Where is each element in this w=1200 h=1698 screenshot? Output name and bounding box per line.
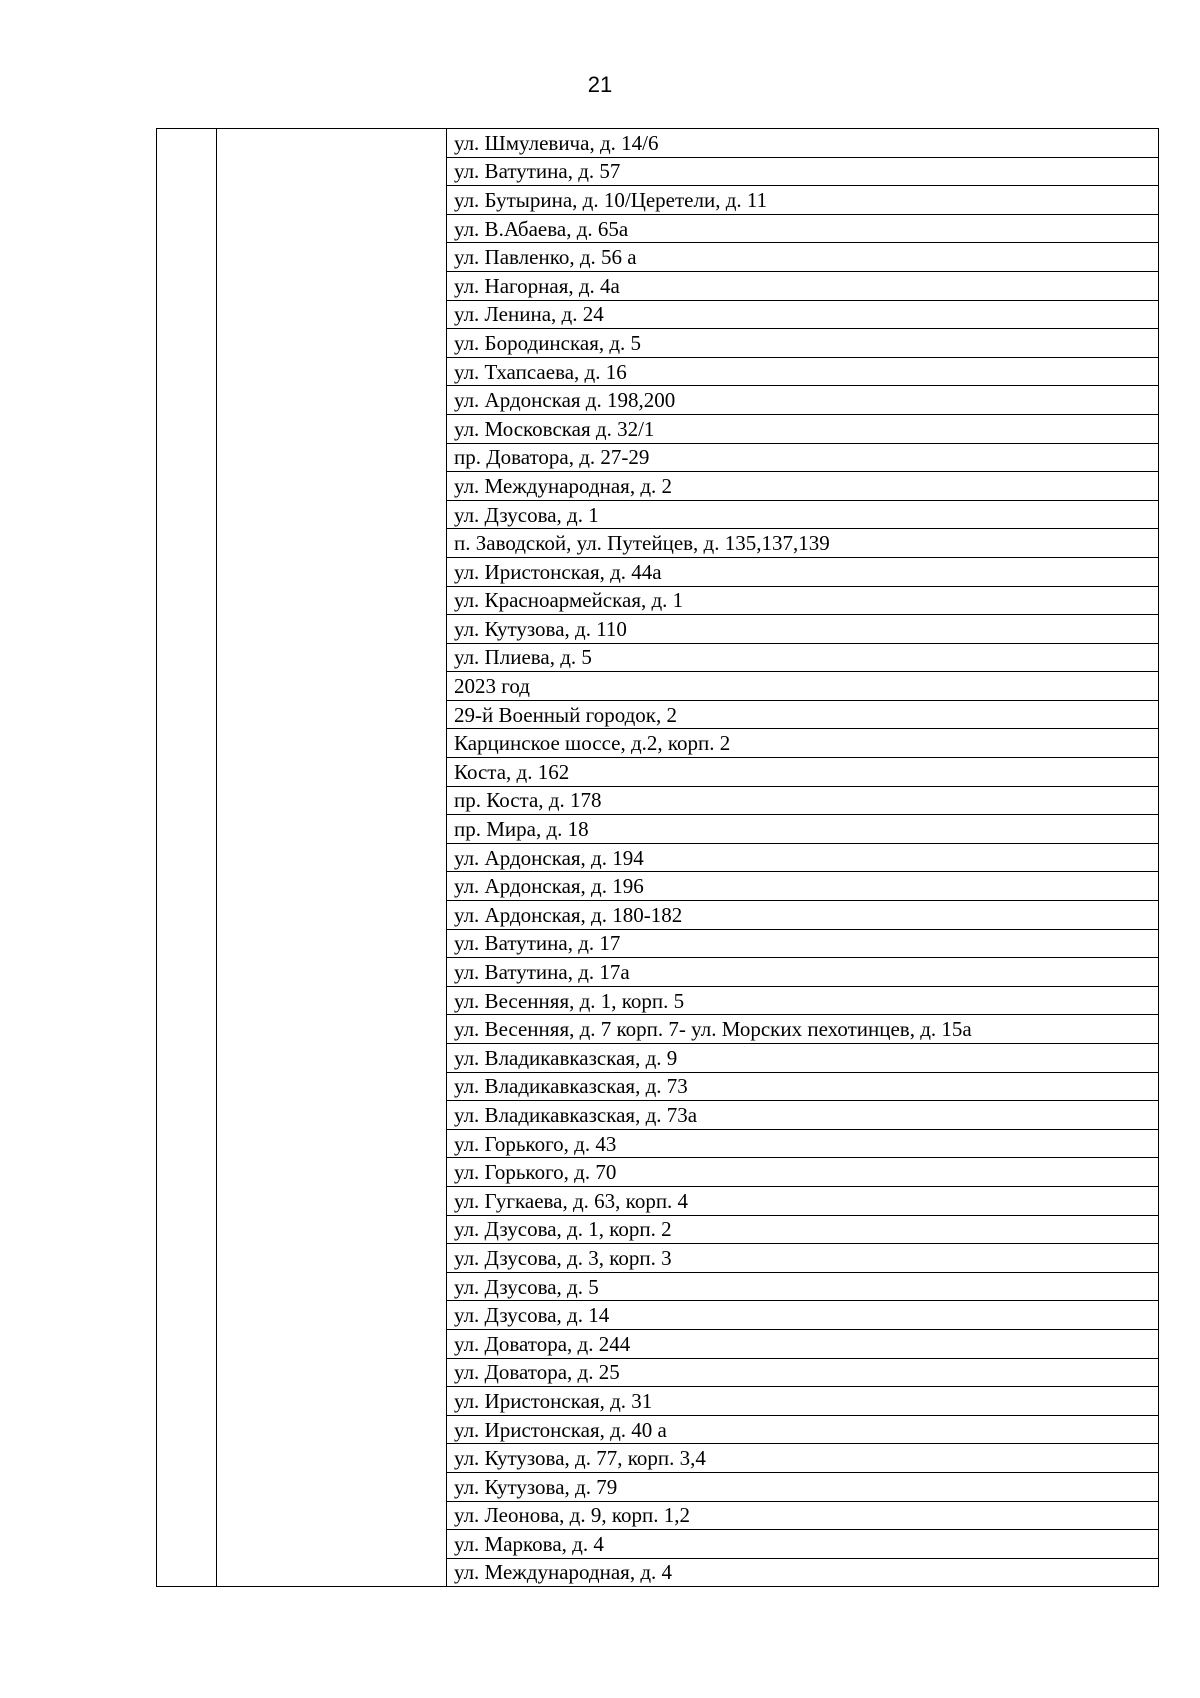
address-cell: ул. Леонова, д. 9, корп. 1,2 [447, 1501, 1159, 1530]
address-cell: ул. Ардонская, д. 196 [447, 872, 1159, 901]
address-cell: ул. Весенняя, д. 7 корп. 7- ул. Морских пехотинцев, д. 15а [447, 1015, 1159, 1044]
address-cell: ул. Владикавказская, д. 9 [447, 1044, 1159, 1073]
address-cell: ул. В.Абаева, д. 65а [447, 214, 1159, 243]
address-cell: ул. Гугкаева, д. 63, корп. 4 [447, 1186, 1159, 1215]
address-table [156, 128, 1159, 1587]
address-cell: ул. Весенняя, д. 1, корп. 5 [447, 986, 1159, 1015]
address-table-body [157, 129, 1159, 1587]
address-cell: ул. Дзусова, д. 5 [447, 1272, 1159, 1301]
address-cell: ул. Владикавказская, д. 73 [447, 1072, 1159, 1101]
address-cell: ул. Московская д. 32/1 [447, 414, 1159, 443]
address-cell: ул. Нагорная, д. 4а [447, 271, 1159, 300]
name-column-cell [217, 129, 447, 1587]
address-cell: пр. Доватора, д. 27-29 [447, 443, 1159, 472]
address-cell: ул. Бутырина, д. 10/Церетели, д. 11 [447, 186, 1159, 215]
address-cell: ул. Владикавказская, д. 73а [447, 1101, 1159, 1130]
address-cell: ул. Международная, д. 2 [447, 472, 1159, 501]
address-cell: ул. Кутузова, д. 79 [447, 1472, 1159, 1501]
address-cell: ул. Дзусова, д. 14 [447, 1301, 1159, 1330]
address-cell: ул. Тхапсаева, д. 16 [447, 357, 1159, 386]
address-cell: ул. Шмулевича, д. 14/6 [447, 129, 1159, 158]
address-cell: ул. Ардонская, д. 194 [447, 843, 1159, 872]
address-cell: ул. Международная, д. 4 [447, 1558, 1159, 1587]
address-cell: ул. Иристонская, д. 31 [447, 1387, 1159, 1416]
address-cell: ул. Ардонская, д. 180-182 [447, 901, 1159, 930]
address-cell: ул. Ватутина, д. 17 [447, 929, 1159, 958]
table-row [157, 129, 1159, 158]
address-cell: Карцинское шоссе, д.2, корп. 2 [447, 729, 1159, 758]
address-cell: 29-й Военный городок, 2 [447, 700, 1159, 729]
number-column-cell [157, 129, 217, 1587]
page-number: 21 [587, 72, 613, 97]
address-cell: Коста, д. 162 [447, 758, 1159, 787]
address-cell: 2023 год [447, 672, 1159, 701]
address-cell: ул. Иристонская, д. 44а [447, 557, 1159, 586]
address-cell: ул. Дзусова, д. 1, корп. 2 [447, 1215, 1159, 1244]
address-cell: ул. Ватутина, д. 17а [447, 958, 1159, 987]
address-cell: пр. Мира, д. 18 [447, 815, 1159, 844]
address-cell: ул. Доватора, д. 244 [447, 1329, 1159, 1358]
address-cell: ул. Ватутина, д. 57 [447, 157, 1159, 186]
address-cell: ул. Дзусова, д. 1 [447, 500, 1159, 529]
address-cell: ул. Павленко, д. 56 а [447, 243, 1159, 272]
address-cell: ул. Горького, д. 43 [447, 1129, 1159, 1158]
address-cell: ул. Бородинская, д. 5 [447, 329, 1159, 358]
address-cell: п. Заводской, ул. Путейцев, д. 135,137,139 [447, 529, 1159, 558]
address-cell: пр. Коста, д. 178 [447, 786, 1159, 815]
address-cell: ул. Дзусова, д. 3, корп. 3 [447, 1244, 1159, 1273]
address-cell: ул. Иристонская, д. 40 а [447, 1415, 1159, 1444]
address-cell: ул. Горького, д. 70 [447, 1158, 1159, 1187]
address-cell: ул. Маркова, д. 4 [447, 1530, 1159, 1559]
address-cell: ул. Кутузова, д. 77, корп. 3,4 [447, 1444, 1159, 1473]
address-cell: ул. Ардонская д. 198,200 [447, 386, 1159, 415]
address-cell: ул. Ленина, д. 24 [447, 300, 1159, 329]
address-cell: ул. Доватора, д. 25 [447, 1358, 1159, 1387]
address-cell: ул. Кутузова, д. 110 [447, 615, 1159, 644]
address-cell: ул. Плиева, д. 5 [447, 643, 1159, 672]
address-cell: ул. Красноармейская, д. 1 [447, 586, 1159, 615]
